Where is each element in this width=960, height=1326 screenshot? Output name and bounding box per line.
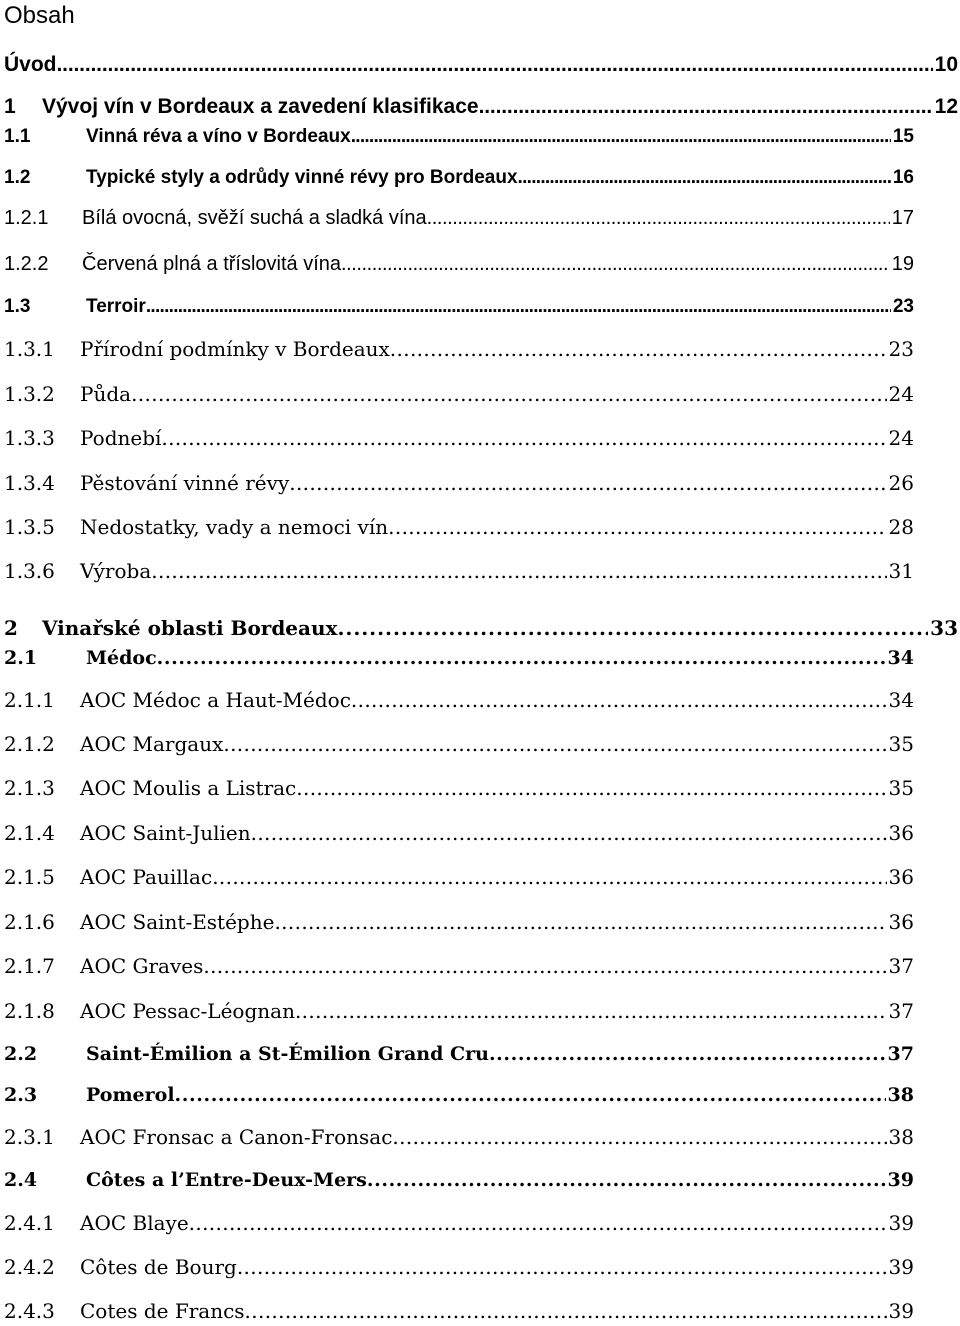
toc-entry[interactable] <box>4 50 958 80</box>
dot-leader <box>146 292 891 322</box>
dot-leader <box>189 1208 887 1238</box>
toc-entry[interactable] <box>4 1122 914 1152</box>
toc-entry[interactable] <box>4 818 914 848</box>
toc-entry-page-number: 17 <box>891 207 914 229</box>
toc-entry-title: Podnebí <box>80 426 162 450</box>
toc-entry-title: AOC Médoc a Haut-Médoc <box>80 688 351 712</box>
toc-entry[interactable] <box>4 203 914 233</box>
toc-entry[interactable] <box>4 1080 914 1110</box>
toc-entry-page-number: 19 <box>891 253 914 275</box>
toc-entry-title: Terroir <box>86 296 146 317</box>
toc-entry-title: AOC Moulis a Listrac <box>80 776 297 800</box>
toc-entry-number: 2.1.1 <box>4 688 55 712</box>
dot-leader <box>367 1165 886 1195</box>
toc-entry-title: Médoc <box>86 647 157 669</box>
toc-entry-number: 1 <box>4 95 16 118</box>
dot-leader <box>131 379 886 409</box>
toc-entry-page-number: 38 <box>888 1125 914 1149</box>
dot-leader <box>157 643 886 673</box>
dot-leader <box>351 122 891 152</box>
toc-entry-page-number: 33 <box>930 616 958 640</box>
toc-entry-number: Úvod <box>4 53 57 76</box>
toc-entry-number: 2.3 <box>4 1084 38 1106</box>
toc-entry-number: 1.2.1 <box>4 207 49 229</box>
toc-entry-number: 2.1.5 <box>4 865 55 889</box>
toc-entry-number: 2.4.3 <box>4 1299 55 1323</box>
toc-entry[interactable] <box>4 773 914 803</box>
toc-entry-page-number: 26 <box>888 471 914 495</box>
toc-entry-page-number: 36 <box>888 865 914 889</box>
dot-leader <box>295 996 887 1026</box>
dot-leader <box>161 423 886 453</box>
toc-entry[interactable] <box>4 907 914 937</box>
dot-leader <box>57 50 933 80</box>
toc-entry-title: Bílá ovocná, svěží suchá a sladká vína <box>82 207 427 229</box>
toc-entry-page-number: 24 <box>888 426 914 450</box>
toc-entry[interactable] <box>4 613 958 643</box>
toc-entry-title: Vinná réva a víno v Bordeaux <box>86 126 351 147</box>
toc-entry[interactable] <box>4 334 914 364</box>
toc-entry-title: AOC Fronsac a Canon-Fronsac <box>80 1125 393 1149</box>
toc-entry-page-number: 10 <box>934 53 958 76</box>
dot-leader <box>237 1252 887 1282</box>
toc-entry-title: Půda <box>80 382 132 406</box>
toc-entry-number: 2.1.4 <box>4 821 55 845</box>
dot-leader <box>251 818 887 848</box>
toc-entry-number: 1.3.3 <box>4 426 55 450</box>
toc-entry-number: 1.3.2 <box>4 382 55 406</box>
toc-entry-page-number: 35 <box>888 732 914 756</box>
toc-entry[interactable] <box>4 92 958 122</box>
toc-entry-page-number: 39 <box>888 1211 914 1235</box>
toc-entry-page-number: 16 <box>892 167 914 188</box>
toc-entry-title: Výroba <box>80 559 152 583</box>
toc-entry-title: Pomerol <box>86 1084 175 1106</box>
toc-entry[interactable] <box>4 1208 914 1238</box>
toc-entry-number: 1.3.1 <box>4 337 55 361</box>
toc-entry-title: Vinařské oblasti Bordeaux <box>42 616 338 640</box>
dot-leader <box>223 729 886 759</box>
toc-entry-page-number: 36 <box>888 821 914 845</box>
toc-entry-page-number: 28 <box>888 515 914 539</box>
toc-entry-number: 2.4 <box>4 1169 38 1191</box>
toc-entry[interactable] <box>4 1039 914 1069</box>
toc-entry-number: 2.1.3 <box>4 776 55 800</box>
toc-entry-number: 1.1 <box>4 126 31 147</box>
toc-entry-number: 2 <box>4 616 18 640</box>
dot-leader <box>151 556 886 586</box>
toc-entry[interactable] <box>4 423 914 453</box>
dot-leader <box>427 203 890 233</box>
dot-leader <box>274 907 886 937</box>
toc-entry-title: AOC Pauillac <box>80 865 213 889</box>
toc-entry-title: Červená plná a tříslovitá vína <box>82 253 342 275</box>
toc-entry[interactable] <box>4 163 914 193</box>
toc-entry[interactable] <box>4 996 914 1026</box>
toc-entry-number: 1.2.2 <box>4 253 49 275</box>
dot-leader <box>175 1080 886 1110</box>
dot-leader <box>337 613 928 643</box>
toc-entry[interactable] <box>4 379 914 409</box>
dot-leader <box>390 334 887 364</box>
dot-leader <box>351 685 887 715</box>
toc-entry[interactable] <box>4 1252 914 1282</box>
toc-entry-page-number: 12 <box>934 95 958 118</box>
toc-entry[interactable] <box>4 951 914 981</box>
toc-entry-page-number: 23 <box>892 296 914 317</box>
toc-entry-title: AOC Blaye <box>80 1211 189 1235</box>
dot-leader <box>479 92 933 122</box>
dot-leader <box>245 1296 887 1326</box>
toc-entry-number: 2.1.7 <box>4 954 55 978</box>
toc-entry-page-number: 15 <box>892 126 914 147</box>
dot-leader <box>388 512 886 542</box>
toc-entry-page-number: 31 <box>888 559 914 583</box>
toc-entry-number: 2.1.2 <box>4 732 55 756</box>
toc-entry-title: AOC Margaux <box>80 732 224 756</box>
toc-entry-title: Côtes a l’Entre-Deux-Mers <box>86 1169 367 1191</box>
toc-entry-number: 1.3.4 <box>4 471 55 495</box>
dot-leader <box>518 163 891 193</box>
toc-entry-page-number: 37 <box>888 954 914 978</box>
toc-entry[interactable] <box>4 292 914 322</box>
toc-entry[interactable] <box>4 643 914 673</box>
toc-entry-title: Pěstování vinné révy <box>80 471 290 495</box>
toc-entry-page-number: 24 <box>888 382 914 406</box>
toc-entry-number: 2.4.2 <box>4 1255 55 1279</box>
toc-entry-title: Côtes de Bourg <box>80 1255 237 1279</box>
toc-entry[interactable] <box>4 249 914 279</box>
toc-entry[interactable] <box>4 512 914 542</box>
dot-leader <box>289 468 886 498</box>
toc-entry-title: Saint-Émilion a St-Émilion Grand Cru <box>86 1043 489 1065</box>
toc-entry-page-number: 35 <box>888 776 914 800</box>
toc-entry-number: 2.3.1 <box>4 1125 55 1149</box>
toc-entry-number: 2.1 <box>4 647 38 669</box>
toc-entry[interactable] <box>4 729 914 759</box>
toc-entry-number: 2.4.1 <box>4 1211 55 1235</box>
dot-leader <box>212 862 886 892</box>
toc-entry-page-number: 39 <box>887 1169 914 1191</box>
dot-leader <box>489 1039 886 1069</box>
toc-entry-title: AOC Saint-Estéphe <box>80 910 275 934</box>
toc-entry-page-number: 36 <box>888 910 914 934</box>
toc-entry-title: AOC Saint-Julien <box>80 821 251 845</box>
toc-entry[interactable] <box>4 1296 914 1326</box>
toc-entry-title: Nedostatky, vady a nemoci vín <box>80 515 389 539</box>
toc-entry-number: 1.3.5 <box>4 515 55 539</box>
toc-entry-number: 2.2 <box>4 1043 38 1065</box>
toc-entry[interactable] <box>4 122 914 152</box>
toc-entry-title: Typické styly a odrůdy vinné révy pro Bordeaux <box>86 167 518 188</box>
toc-entry[interactable] <box>4 468 914 498</box>
toc-heading: Obsah <box>4 2 75 29</box>
toc-entry[interactable] <box>4 862 914 892</box>
dot-leader <box>296 773 886 803</box>
toc-entry-page-number: 37 <box>887 1043 914 1065</box>
toc-entry-number: 1.3.6 <box>4 559 55 583</box>
toc-entry-title: AOC Graves <box>80 954 204 978</box>
toc-entry[interactable] <box>4 556 914 586</box>
toc-entry-number: 2.1.6 <box>4 910 55 934</box>
dot-leader <box>392 1122 886 1152</box>
toc-entry-page-number: 39 <box>888 1255 914 1279</box>
toc-entry[interactable] <box>4 1165 914 1195</box>
toc-entry-page-number: 37 <box>888 999 914 1023</box>
toc-entry-page-number: 23 <box>888 337 914 361</box>
toc-entry-number: 1.2 <box>4 167 31 188</box>
dot-leader <box>341 249 890 279</box>
dot-leader <box>203 951 886 981</box>
toc-entry-title: Přírodní podmínky v Bordeaux <box>80 337 390 361</box>
toc-entry-title: AOC Pessac-Léognan <box>80 999 295 1023</box>
toc-entry[interactable] <box>4 685 914 715</box>
toc-entry-number: 2.1.8 <box>4 999 55 1023</box>
toc-entry-title: Cotes de Francs <box>80 1299 245 1323</box>
toc-entry-page-number: 39 <box>888 1299 914 1323</box>
toc-entry-page-number: 34 <box>888 688 914 712</box>
toc-entry-title: Vývoj vín v Bordeaux a zavedení klasifikace <box>42 95 479 118</box>
toc-entry-number: 1.3 <box>4 296 31 317</box>
toc-entry-page-number: 34 <box>887 647 914 669</box>
toc-entry-page-number: 38 <box>887 1084 914 1106</box>
